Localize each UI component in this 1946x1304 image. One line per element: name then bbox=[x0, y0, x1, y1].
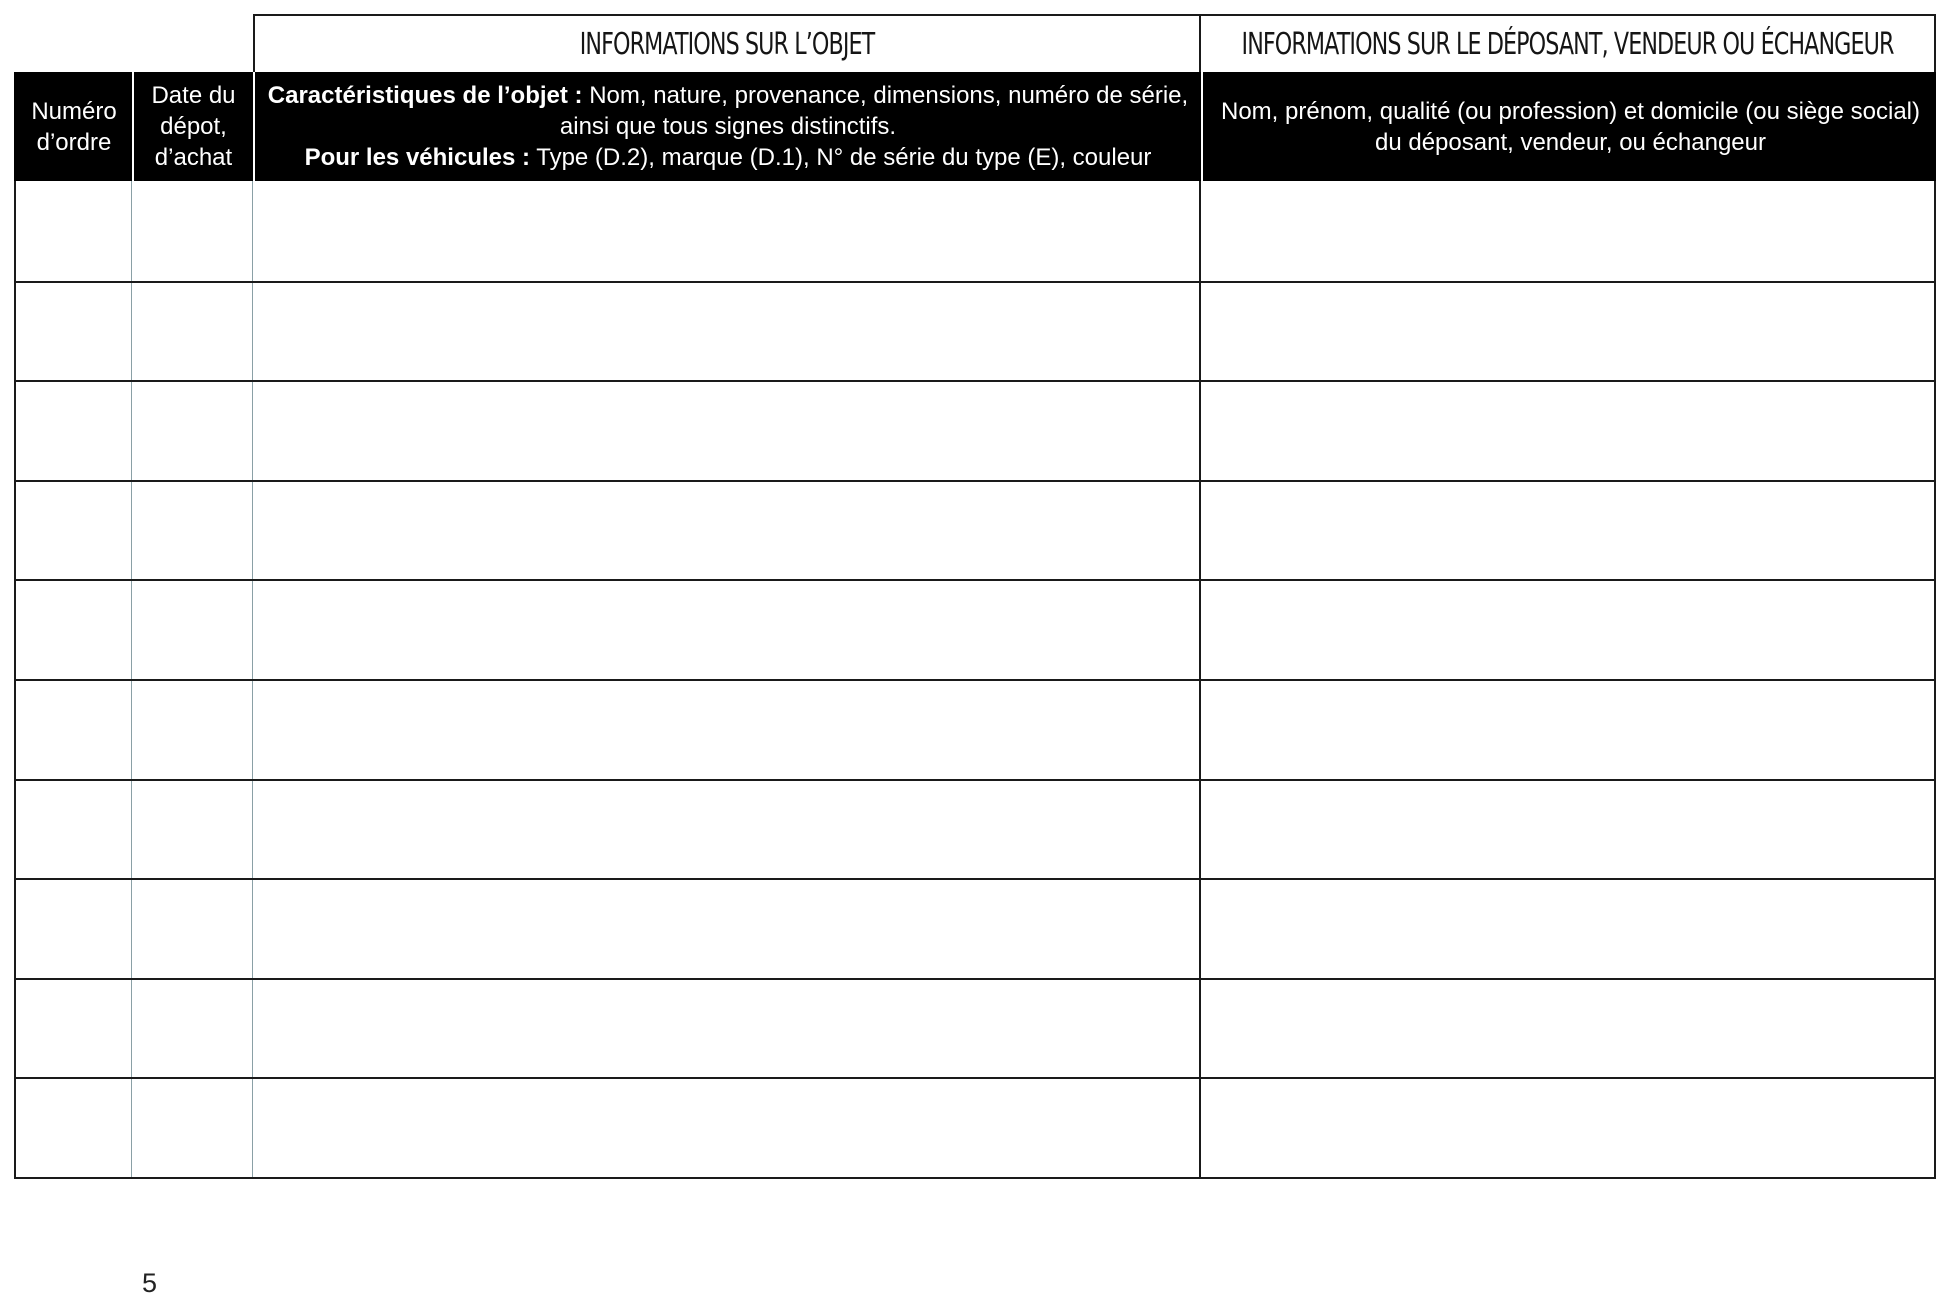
table-body bbox=[14, 181, 1936, 1179]
cell-caracteristiques-objet[interactable] bbox=[253, 382, 1201, 480]
cell-date-depot[interactable] bbox=[132, 781, 253, 879]
cell-date-depot[interactable] bbox=[132, 581, 253, 679]
section-title-deposant-text: INFORMATIONS SUR LE DÉPOSANT, VENDEUR OU ÉCHANGEUR bbox=[1241, 26, 1894, 62]
cell-numero-ordre[interactable] bbox=[16, 681, 132, 779]
section-title-deposant bbox=[1199, 14, 1936, 72]
cell-deposant-info[interactable] bbox=[1201, 181, 1935, 281]
section-title-objet bbox=[253, 14, 1201, 72]
header-deposant-text: Nom, prénom, qualité (ou profession) et domicile (ou siège social) du déposant, vendeur, ou échangeur bbox=[1221, 97, 1920, 156]
cell-numero-ordre[interactable] bbox=[16, 181, 132, 281]
cell-caracteristiques-objet[interactable] bbox=[253, 880, 1201, 978]
header-objet-text1: Nom, nature, provenance, dimensions, numéro de série, ainsi que tous signes distinctifs. bbox=[559, 82, 1189, 140]
table-row bbox=[16, 878, 1934, 978]
cell-caracteristiques-objet[interactable] bbox=[253, 781, 1201, 879]
header-date-line2: dépot, bbox=[160, 113, 227, 140]
cell-deposant-info[interactable] bbox=[1201, 581, 1935, 679]
table-row bbox=[16, 679, 1934, 779]
cell-numero-ordre[interactable] bbox=[16, 283, 132, 381]
table-header-row bbox=[14, 72, 1936, 181]
header-deposant-info bbox=[1203, 72, 1938, 181]
header-objet-text2: Type (D.2), marque (D.1), N° de série du type (E), couleur bbox=[530, 144, 1152, 171]
page-number: 5 bbox=[142, 1268, 158, 1298]
register-table bbox=[14, 72, 1936, 1179]
cell-deposant-info[interactable] bbox=[1201, 681, 1935, 779]
header-date-line3: d’achat bbox=[154, 144, 233, 171]
header-numero-line1: Numéro bbox=[31, 97, 117, 125]
cell-deposant-info[interactable] bbox=[1201, 880, 1935, 978]
cell-caracteristiques-objet[interactable] bbox=[253, 1079, 1201, 1177]
cell-date-depot[interactable] bbox=[132, 482, 253, 580]
header-numero-ordre bbox=[16, 72, 134, 181]
header-date-line1: Date du bbox=[151, 82, 236, 109]
table-row bbox=[16, 281, 1934, 381]
header-objet-bold2: Pour les véhicules : bbox=[304, 144, 530, 171]
cell-deposant-info[interactable] bbox=[1201, 382, 1935, 480]
cell-date-depot[interactable] bbox=[132, 980, 253, 1078]
section-title-objet-text: INFORMATIONS SUR L’OBJET bbox=[579, 26, 875, 62]
header-objet-bold1: Caractéristiques de l’objet : bbox=[267, 82, 583, 109]
header-numero-line2: d’ordre bbox=[36, 128, 112, 156]
cell-caracteristiques-objet[interactable] bbox=[253, 181, 1201, 281]
table-row bbox=[16, 1077, 1934, 1177]
cell-caracteristiques-objet[interactable] bbox=[253, 283, 1201, 381]
cell-date-depot[interactable] bbox=[132, 1079, 253, 1177]
cell-deposant-info[interactable] bbox=[1201, 781, 1935, 879]
table-row bbox=[16, 978, 1934, 1078]
cell-date-depot[interactable] bbox=[132, 681, 253, 779]
table-row bbox=[16, 779, 1934, 879]
cell-date-depot[interactable] bbox=[132, 283, 253, 381]
cell-deposant-info[interactable] bbox=[1201, 283, 1935, 381]
cell-numero-ordre[interactable] bbox=[16, 1079, 132, 1177]
cell-deposant-info[interactable] bbox=[1201, 1079, 1935, 1177]
cell-date-depot[interactable] bbox=[132, 382, 253, 480]
header-date-depot bbox=[134, 72, 255, 181]
header-caracteristiques-objet bbox=[255, 72, 1203, 181]
cell-numero-ordre[interactable] bbox=[16, 781, 132, 879]
cell-caracteristiques-objet[interactable] bbox=[253, 980, 1201, 1078]
cell-caracteristiques-objet[interactable] bbox=[253, 581, 1201, 679]
cell-numero-ordre[interactable] bbox=[16, 482, 132, 580]
table-row bbox=[16, 181, 1934, 281]
cell-numero-ordre[interactable] bbox=[16, 980, 132, 1078]
table-row bbox=[16, 579, 1934, 679]
cell-date-depot[interactable] bbox=[132, 181, 253, 281]
table-row bbox=[16, 480, 1934, 580]
cell-numero-ordre[interactable] bbox=[16, 581, 132, 679]
cell-deposant-info[interactable] bbox=[1201, 482, 1935, 580]
cell-date-depot[interactable] bbox=[132, 880, 253, 978]
cell-numero-ordre[interactable] bbox=[16, 880, 132, 978]
cell-deposant-info[interactable] bbox=[1201, 980, 1935, 1078]
table-row bbox=[16, 380, 1934, 480]
cell-caracteristiques-objet[interactable] bbox=[253, 482, 1201, 580]
cell-caracteristiques-objet[interactable] bbox=[253, 681, 1201, 779]
cell-numero-ordre[interactable] bbox=[16, 382, 132, 480]
